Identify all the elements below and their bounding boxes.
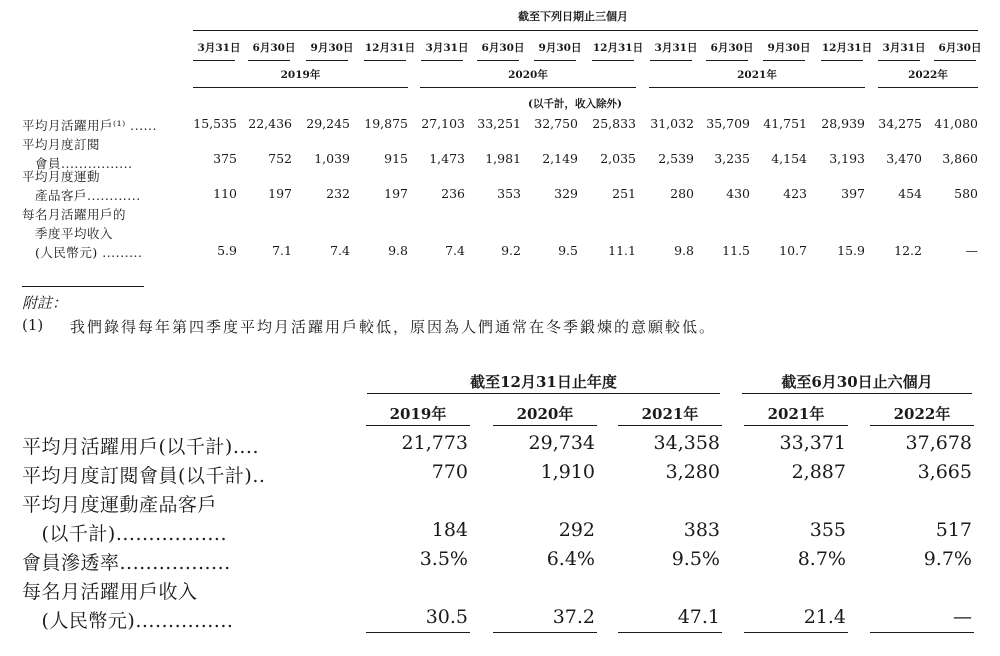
- table2-cell: 37.2: [552, 606, 595, 628]
- table1-year-header: 2020年: [508, 69, 548, 81]
- table2-row-label: (以千計).................: [22, 523, 227, 545]
- table1-caption-rule: [193, 30, 978, 31]
- table1-cell: 28,939: [821, 116, 865, 131]
- table1-caption: 截至下列日期止三個月: [518, 10, 628, 23]
- table1-quarter-rule: [592, 60, 634, 61]
- notes-title: 附註：: [22, 294, 68, 312]
- table1-cell: 353: [497, 186, 521, 201]
- table2-row-label: 每名月活躍用戶收入: [22, 581, 198, 603]
- table1-cell: 2,149: [542, 151, 578, 166]
- table1-cell: 34,275: [878, 116, 922, 131]
- table1-cell: 1,473: [429, 151, 465, 166]
- table1-cell: 35,709: [706, 116, 750, 131]
- table2-cell: 8.7%: [797, 548, 846, 570]
- table1-row-label: 季度平均收入: [22, 226, 114, 241]
- table2-caption-interim: 截至6月30日止六個月: [781, 373, 933, 391]
- table1-quarter-header: 9月30日: [310, 42, 354, 54]
- table1-quarter-header: 9月30日: [538, 42, 582, 54]
- table1-cell: 2,539: [658, 151, 694, 166]
- table2-cell: 292: [558, 519, 595, 541]
- table1-cell: 10.7: [779, 243, 807, 258]
- table1-cell: 41,751: [763, 116, 807, 131]
- table1-quarter-header: 9月30日: [767, 42, 811, 54]
- table1-cell: 580: [954, 186, 978, 201]
- table2-cell: 3,665: [917, 461, 972, 483]
- table2-cell: 30.5: [425, 606, 468, 628]
- table1-cell: 7.4: [330, 243, 350, 258]
- table2-cell: 2,887: [791, 461, 846, 483]
- table1-cell: 232: [326, 186, 350, 201]
- table1-cell: 3,193: [829, 151, 865, 166]
- table1-quarter-rule: [878, 60, 920, 61]
- table1-cell: 2,035: [600, 151, 636, 166]
- table1-quarter-header: 12月31日: [821, 42, 873, 54]
- table1-quarter-rule: [934, 60, 976, 61]
- table1-cell: 11.5: [722, 243, 750, 258]
- table1-quarter-rule: [650, 60, 692, 61]
- table1-year-rule: [193, 87, 408, 88]
- table1-year-rule: [420, 87, 636, 88]
- table1-cell: 33,251: [477, 116, 521, 131]
- table1-quarter-header: 3月31日: [425, 42, 469, 54]
- table1-quarter-rule: [821, 60, 863, 61]
- table1-cell: 5.9: [217, 243, 237, 258]
- table2-cell: 21,773: [401, 432, 468, 454]
- table1-quarter-rule: [364, 60, 406, 61]
- table1-cell: 9.8: [388, 243, 408, 258]
- table1-year-header: 2021年: [737, 69, 777, 81]
- table2-year-header: 2022年: [893, 405, 951, 423]
- table2-cell: 517: [935, 519, 972, 541]
- table1-row-label: 產品客戶............: [22, 188, 141, 203]
- table1-row-label: 平均月活躍用戶⁽¹⁾ ......: [22, 118, 157, 133]
- table2-cell: 37,678: [905, 432, 972, 454]
- table1-quarter-rule: [763, 60, 805, 61]
- table2-cell: 47.1: [677, 606, 720, 628]
- table1-year-rule: [649, 87, 865, 88]
- table1-year-header: 2022年: [908, 69, 948, 81]
- table2-cell: —: [953, 606, 972, 628]
- table2-year-rule: [366, 425, 470, 426]
- table2-caption-annual: 截至12月31日止年度: [470, 373, 617, 391]
- table2-year-rule: [744, 425, 848, 426]
- table2-cell: 29,734: [528, 432, 595, 454]
- table1-cell: 9.5: [558, 243, 578, 258]
- table1-quarter-header: 3月31日: [654, 42, 698, 54]
- table1-year-header: 2019年: [280, 69, 321, 81]
- table2-row-label: 會員滲透率.................: [22, 552, 231, 574]
- table2-bottom-rule: [744, 632, 848, 633]
- table1-quarter-header: 3月31日: [197, 42, 241, 54]
- table1-cell: 1,981: [485, 151, 521, 166]
- table1-unit-note: (以千計，收入除外): [528, 98, 622, 110]
- table2-year-header: 2021年: [641, 405, 699, 423]
- table2-cell: 355: [809, 519, 846, 541]
- table1-cell: 15.9: [837, 243, 865, 258]
- table1-row-label: (人民幣元) .........: [22, 245, 143, 260]
- table1-cell: 280: [670, 186, 694, 201]
- table1-cell: 11.1: [608, 243, 636, 258]
- table1-cell: 752: [268, 151, 292, 166]
- table2-cell: 21.4: [803, 606, 846, 628]
- note-marker: (1): [22, 316, 44, 334]
- table1-cell: 197: [268, 186, 292, 201]
- table1-cell: 4,154: [771, 151, 807, 166]
- table2-caption-interim-rule: [742, 393, 972, 394]
- table2-cell: 3,280: [665, 461, 720, 483]
- table1-cell: 375: [213, 151, 237, 166]
- table1-cell: 9.2: [501, 243, 521, 258]
- table2-caption-annual-rule: [367, 393, 720, 394]
- table1-cell: 32,750: [534, 116, 578, 131]
- table1-cell: 22,436: [248, 116, 292, 131]
- table2-cell: 1,910: [540, 461, 595, 483]
- table1-cell: 15,535: [193, 116, 237, 131]
- table1-cell: 197: [384, 186, 408, 201]
- table1-quarter-rule: [477, 60, 519, 61]
- table2-row-label: (人民幣元)...............: [22, 610, 234, 632]
- table2-cell: 33,371: [779, 432, 846, 454]
- table2-row-label: 平均月度運動產品客戶: [22, 494, 218, 516]
- table2-cell: 6.4%: [546, 548, 595, 570]
- table1-quarter-header: 6月30日: [252, 42, 296, 54]
- table2-cell: 9.7%: [923, 548, 972, 570]
- table2-bottom-rule: [870, 632, 974, 633]
- table1-quarter-rule: [534, 60, 576, 61]
- table2-year-header: 2019年: [389, 405, 447, 423]
- table1-quarter-header: 6月30日: [710, 42, 754, 54]
- table1-quarter-rule: [706, 60, 748, 61]
- table2-cell: 383: [683, 519, 720, 541]
- table2-bottom-rule: [366, 632, 470, 633]
- table1-cell: 29,245: [306, 116, 350, 131]
- table1-cell: 9.8: [674, 243, 694, 258]
- table2-year-rule: [618, 425, 722, 426]
- table1-cell: 41,080: [934, 116, 978, 131]
- table1-quarter-header: 6月30日: [481, 42, 525, 54]
- table1-cell: 7.1: [272, 243, 292, 258]
- table2-cell: 184: [431, 519, 468, 541]
- table1-quarter-header: 6月30日: [938, 42, 982, 54]
- table1-cell: 251: [612, 186, 636, 201]
- table1-cell: 454: [898, 186, 922, 201]
- table2-row-label: 平均月活躍用戶(以千計)....: [22, 436, 259, 458]
- table2-bottom-rule: [618, 632, 722, 633]
- table1-quarter-rule: [193, 60, 235, 61]
- table1-cell: 397: [841, 186, 865, 201]
- table2-year-header: 2021年: [767, 405, 825, 423]
- table1-cell: 12.2: [894, 243, 922, 258]
- table1-cell: 430: [726, 186, 750, 201]
- table1-cell: 3,860: [942, 151, 978, 166]
- table1-cell: 236: [441, 186, 465, 201]
- table2-row-label: 平均月度訂閱會員(以千計)..: [22, 465, 266, 487]
- table2-bottom-rule: [493, 632, 597, 633]
- notes-divider: [22, 286, 144, 287]
- table1-cell: 329: [554, 186, 578, 201]
- table1-row-label: 會員................: [22, 156, 133, 171]
- table1-quarter-rule: [248, 60, 290, 61]
- table2-cell: 770: [431, 461, 468, 483]
- table1-cell: 25,833: [592, 116, 636, 131]
- table1-cell: 31,032: [650, 116, 694, 131]
- table2-year-header: 2020年: [516, 405, 574, 423]
- table2-year-rule: [493, 425, 597, 426]
- table1-cell: —: [965, 243, 978, 258]
- table1-cell: 19,875: [364, 116, 408, 131]
- table1-cell: 7.4: [445, 243, 465, 258]
- table2-cell: 34,358: [653, 432, 720, 454]
- table2-cell: 9.5%: [671, 548, 720, 570]
- table1-row-label: 平均月度運動: [22, 169, 101, 184]
- table1-quarter-header: 3月31日: [882, 42, 926, 54]
- note-text: 我們錄得每年第四季度平均月活躍用戶較低，原因為人們通常在冬季鍛煉的意願較低。: [70, 318, 717, 336]
- table1-cell: 423: [783, 186, 807, 201]
- table1-cell: 3,470: [886, 151, 922, 166]
- table1-quarter-header: 12月31日: [592, 42, 644, 54]
- table1-year-rule: [878, 87, 978, 88]
- table1-cell: 1,039: [314, 151, 350, 166]
- table1-cell: 915: [384, 151, 408, 166]
- table1-quarter-rule: [421, 60, 463, 61]
- table1-quarter-rule: [306, 60, 348, 61]
- table2-cell: 3.5%: [419, 548, 468, 570]
- table1-row-label: 每名月活躍用戶的: [22, 207, 127, 222]
- table1-cell: 3,235: [714, 151, 750, 166]
- table1-quarter-header: 12月31日: [364, 42, 416, 54]
- table1-cell: 110: [213, 186, 237, 201]
- table2-year-rule: [870, 425, 974, 426]
- table1-cell: 27,103: [421, 116, 465, 131]
- table1-row-label: 平均月度訂閱: [22, 137, 101, 152]
